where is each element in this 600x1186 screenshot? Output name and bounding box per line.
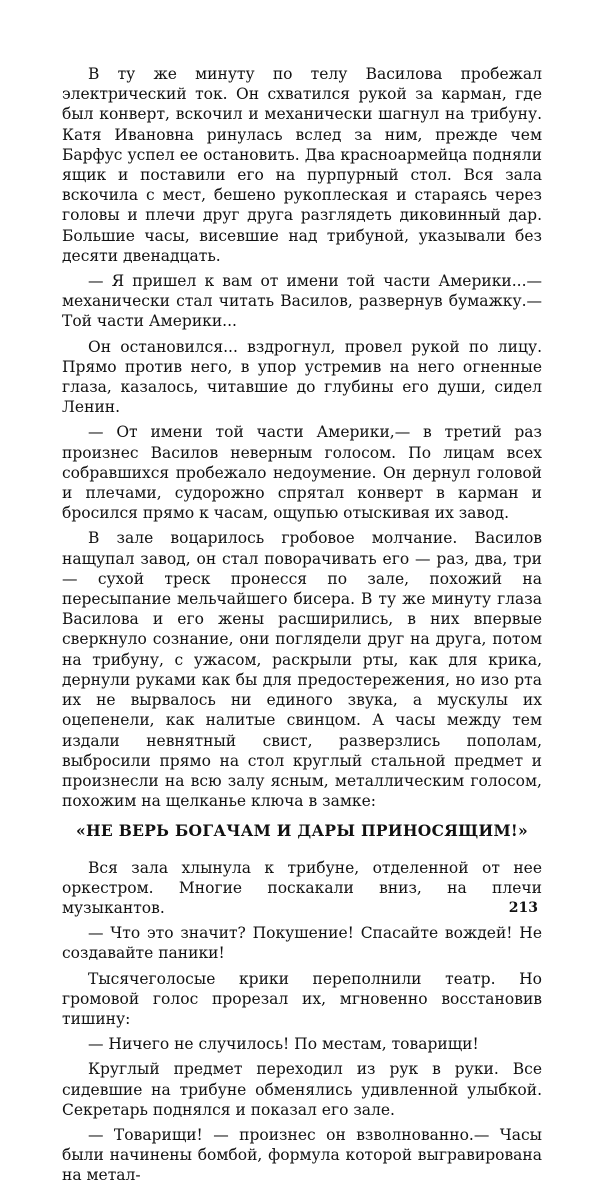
paragraph: — Ничего не случилось! По местам, товарищи! [88, 1035, 479, 1054]
inscription: «НЕ ВЕРЬ БОГАЧАМ И ДАРЫ ПРИНОСЯЩИМ!» [75, 821, 529, 841]
paragraph: В ту же минуту по телу Василова пробежал электрический ток. Он схватился рукой за карман, где был конверт, вскочил и механически шагнул на трибуну. Катя Ивановна ринулась вслед за ним, прежде чем Барфус успел ее остановить. Два красноармейца подняли ящик и поставили его на пурпурный стол. Вся зала вскочила с мест, бешено рукоплеская и стараясь через головы и плечи друг друга разглядеть диковинный дар. Большие часы, висевшие над трибуной, указывали без десяти двенадцать. [62, 65, 542, 265]
paragraph: Круглый предмет переходил из рук в руки. Все сидевшие на трибуне обменялись удивленной улыбкой. Секретарь поднялся и показал его зале. [62, 1060, 542, 1119]
paragraph: — Я пришел к вам от имени той части Америки...— механически стал читать Василов, развернув бумажку.— Той части Америки... [62, 272, 542, 331]
paragraph: В зале воцарилось гробовое молчание. Василов нащупал завод, он стал поворачивать его — раз, два, три — сухой треск пронесся по зале, похожий на пересыпание мельчайшего бисера. В ту же минуту глаза Василова и его жены расширились, в них впервые сверкнуло сознание, они поглядели друг на друга, потом на трибуну, с ужасом, раскрыли рты, как для крика, дернули руками как бы для предостережения, но изо рта их не вырвалось ни единого звука, а мускулы их оцепенели, как налитые свинцом. А часы между тем издали невнятный свист, разверзлись пополам, выбросили прямо на стол круглый стальной предмет и произнесли на всю залу ясным, металлическим голосом, похожим на щелканье ключа в замке: [62, 529, 542, 811]
paragraph: — Что это значит? Покушение! Спасайте вождей! Не создавайте паники! [62, 924, 542, 963]
page-number: 213 [508, 900, 538, 916]
paragraph: Вся зала хлынула к трибуне, отделенной от нее оркестром. Многие поскакали вниз, на плечи музыкантов. [62, 858, 542, 917]
paragraph: Тысячеголосые крики переполнили театр. Но громовой голос прорезал их, мгновенно восстановив тишину: [62, 969, 542, 1028]
paragraph: Он остановился... вздрогнул, провел рукой по лицу. Прямо против него, в упор устремив на него огненные глаза, казалось, читавшие до глубины его души, сидел Ленин. [62, 337, 542, 417]
paragraph: — От имени той части Америки,— в третий раз произнес Василов неверным голосом. По лицам всех собравшихся пробежало недоумение. Он дернул головой и плечами, судорожно спрятал конверт в карман и бросился прямо к часам, ощупью отыскивая их завод. [62, 423, 542, 523]
paragraph: — Товарищи! — произнес он взволнованно.— Часы были начинены бомбой, формула которой выгравирована на метал- [62, 1125, 542, 1185]
body-text [62, 64, 542, 1186]
